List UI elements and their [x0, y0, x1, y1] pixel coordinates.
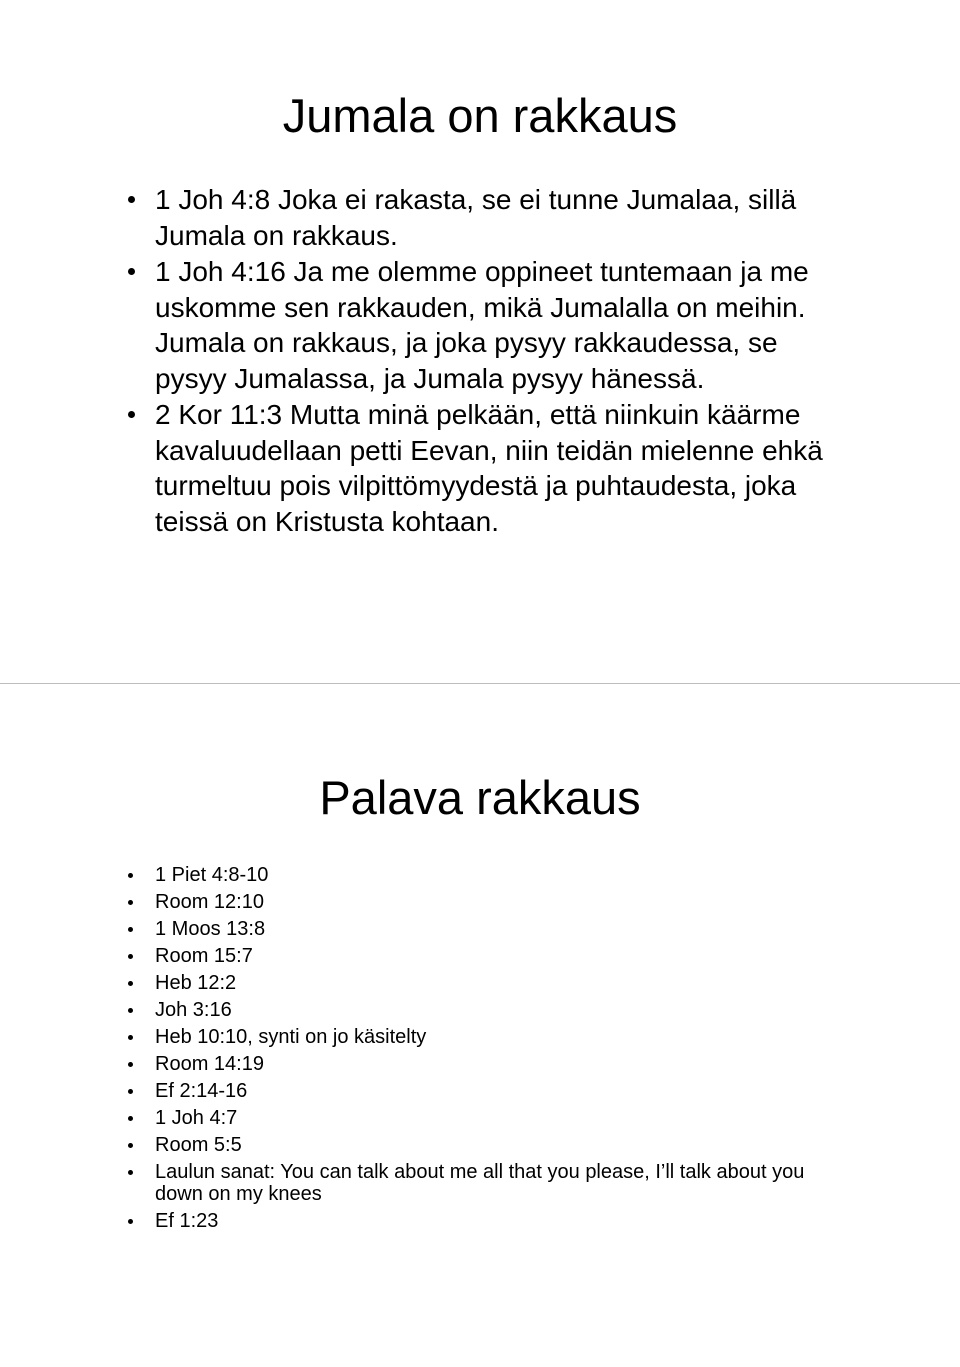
- bullet-text: Laulun sanat: You can talk about me all that you please, I’ll talk about you down on my knees: [155, 1161, 805, 1205]
- list-item: [155, 1105, 815, 1132]
- slide-title: Palava rakkaus: [319, 771, 641, 824]
- bullet-icon: [128, 268, 135, 275]
- bullet-icon: [128, 1062, 133, 1067]
- bullet-icon: [128, 1089, 133, 1094]
- bullet-text: 1 Piet 4:8-10: [155, 864, 269, 886]
- slide-2: [0, 684, 960, 1367]
- list-item: [155, 1078, 815, 1105]
- list-item: [155, 1024, 815, 1051]
- bullet-icon: [128, 1143, 133, 1148]
- bullet-icon: [128, 900, 133, 905]
- bullet-text: Room 12:10: [155, 891, 264, 913]
- bullet-icon: [128, 954, 133, 959]
- bullet-icon: [128, 1008, 133, 1013]
- list-item: [155, 254, 855, 396]
- list-item: [155, 889, 815, 916]
- bullet-icon: [128, 927, 133, 932]
- bullet-text: 1 Joh 4:16 Ja me olemme oppineet tuntemaan ja me uskomme sen rakkauden, mikä Jumalalla on meihin. Jumala on rakkaus, ja joka pysyy rakkaudessa, se pysyy Jumalassa, ja Jumala pysyy hänessä.: [155, 256, 809, 394]
- bullet-icon: [128, 1170, 133, 1175]
- list-item: [155, 1161, 815, 1205]
- bullet-icon: [128, 1219, 133, 1224]
- bullet-icon: [128, 411, 135, 418]
- list-item: [155, 943, 815, 970]
- bullet-text: Joh 3:16: [155, 999, 232, 1021]
- slide-1: [0, 0, 960, 683]
- bullet-icon: [128, 873, 133, 878]
- bullet-text: Room 15:7: [155, 945, 253, 967]
- list-item: [155, 1051, 815, 1078]
- slide-title: Jumala on rakkaus: [282, 89, 678, 142]
- bullet-text: Ef 2:14-16: [155, 1080, 248, 1102]
- bullet-icon: [128, 196, 135, 203]
- bullet-text: 1 Moos 13:8: [155, 918, 266, 940]
- bullet-text: Ef 1:23: [155, 1210, 219, 1232]
- list-item: [155, 1132, 815, 1159]
- list-item: [155, 970, 815, 997]
- bullet-icon: [128, 1035, 133, 1040]
- list-item: [155, 397, 855, 539]
- bullet-list: [155, 182, 855, 540]
- bullet-text: Heb 10:10, synti on jo käsitelty: [155, 1026, 427, 1048]
- bullet-icon: [128, 981, 133, 986]
- list-item: [155, 1208, 815, 1235]
- bullet-text: 1 Joh 4:8 Joka ei rakasta, se ei tunne Jumalaa, sillä Jumala on rakkaus.: [155, 184, 797, 251]
- bullet-text: Room 14:19: [155, 1053, 264, 1075]
- bullet-list: [155, 862, 815, 1235]
- list-item: [155, 182, 855, 253]
- bullet-text: Heb 12:2: [155, 972, 237, 994]
- bullet-text: Room 5:5: [155, 1134, 242, 1156]
- bullet-icon: [128, 1116, 133, 1121]
- bullet-text: 2 Kor 11:3 Mutta minä pelkään, että niinkuin käärme kavaluudellaan petti Eevan, niin teidän mielenne ehkä turmeltuu pois vilpittömyydestä ja puhtaudesta, joka teissä on Kristusta kohtaan.: [155, 399, 823, 537]
- list-item: [155, 862, 815, 889]
- list-item: [155, 997, 815, 1024]
- bullet-text: 1 Joh 4:7: [155, 1107, 238, 1129]
- list-item: [155, 916, 815, 943]
